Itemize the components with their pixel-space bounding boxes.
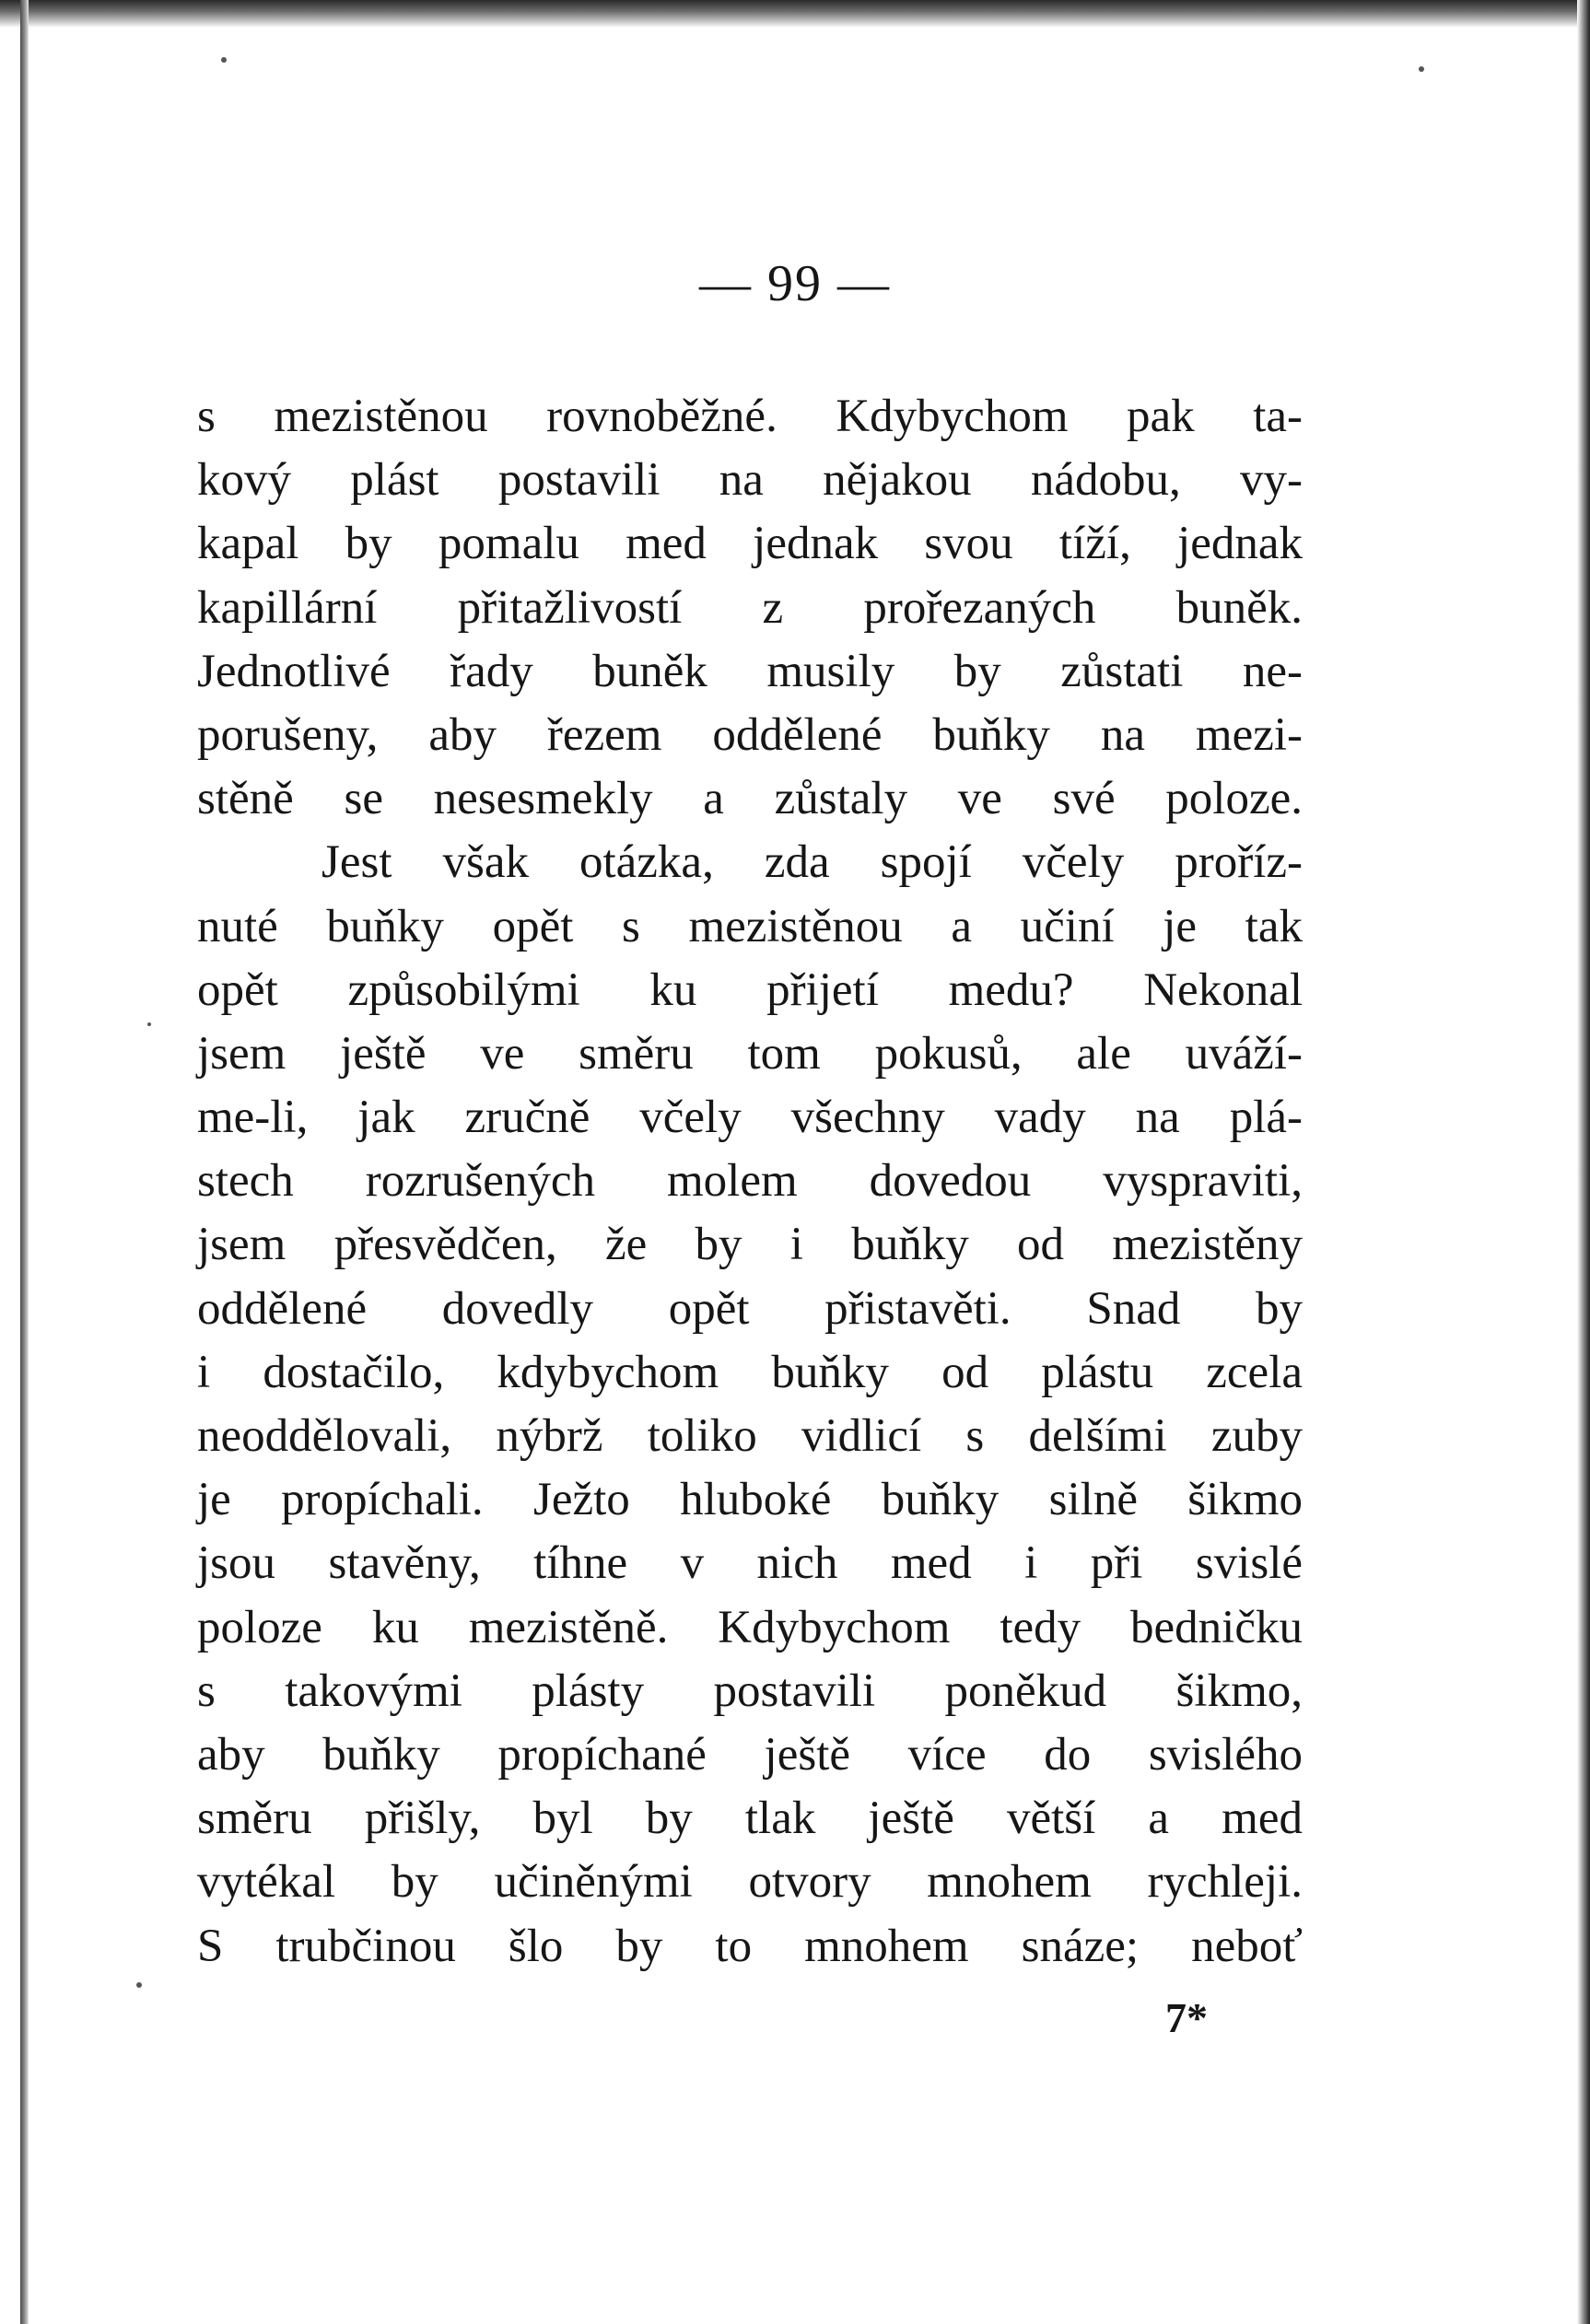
scan-speck — [136, 1982, 142, 1988]
text-line: i dostačilo, kdybychom buňky od plástu zcela — [197, 1346, 1303, 1398]
text-line: s takovými plásty postavili poněkud šikmo, — [197, 1664, 1303, 1717]
text-line: vytékal by učiněnými otvory mnohem rychleji. — [197, 1856, 1303, 1909]
scan-right-edge — [1577, 0, 1590, 2324]
scan-speck — [1419, 66, 1424, 72]
scan-left-edge — [20, 0, 29, 2324]
text-line: kapillární přitažlivostí z prořezaných buněk. — [197, 581, 1303, 634]
text-line: jsem ještě ve směru tom pokusů, ale uváží- — [197, 1027, 1303, 1080]
text-line: neoddělovali, nýbrž toliko vidlicí s delšími zuby — [197, 1410, 1303, 1462]
scan-speck — [147, 1022, 151, 1026]
page-number: — 99 — — [699, 255, 891, 312]
text-line: směru přišly, byl by tlak ještě větší a med — [197, 1793, 1303, 1845]
text-line: kový plást postavili na nějakou nádobu, vy- — [197, 454, 1303, 507]
text-line: poloze ku mezistěně. Kdybychom tedy bedničku — [197, 1601, 1303, 1653]
text-line: s mezistěnou rovnoběžné. Kdybychom pak ta- — [197, 391, 1303, 442]
text-line: jsem přesvědčen, že by i buňky od mezistěny — [197, 1219, 1303, 1271]
text-line: je propíchali. Ježto hluboké buňky silně šikmo — [197, 1474, 1303, 1526]
text-line: stech rozrušených molem dovedou vyspraviti, — [197, 1155, 1303, 1208]
body-text — [197, 385, 1303, 1979]
text-line: aby buňky propíchané ještě více do svislého — [197, 1728, 1303, 1781]
text-line: nuté buňky opět s mezistěnou a učiní je tak — [197, 900, 1303, 952]
scan-speck — [221, 57, 227, 63]
text-line: oddělené dovedly opět přistavěti. Snad by — [197, 1282, 1303, 1335]
text-line: me-li, jak zručně včely všechny vady na plá- — [197, 1092, 1303, 1144]
text-line: porušeny, aby řezem oddělené buňky na mezi- — [197, 708, 1303, 761]
text-line: stěně se nesesmekly a zůstaly ve své poloze. — [197, 773, 1303, 825]
text-line: kapal by pomalu med jednak svou tíží, jednak — [197, 518, 1303, 570]
text-line: S trubčinou šlo by to mnohem snáze; neboť — [197, 1920, 1303, 1972]
text-line: Jednotlivé řady buněk musily by zůstati ne- — [197, 645, 1303, 697]
text-line: jsou stavěny, tíhne v nich med i při svislé — [197, 1537, 1303, 1590]
text-line-paragraph-start: Jest však otázka, zda spojí včely proříz- — [322, 836, 1303, 889]
scan-top-edge — [0, 0, 1590, 28]
signature-mark: 7* — [1165, 1994, 1208, 2041]
text-line: opět způsobilými ku přijetí medu? Nekonal — [197, 963, 1303, 1016]
